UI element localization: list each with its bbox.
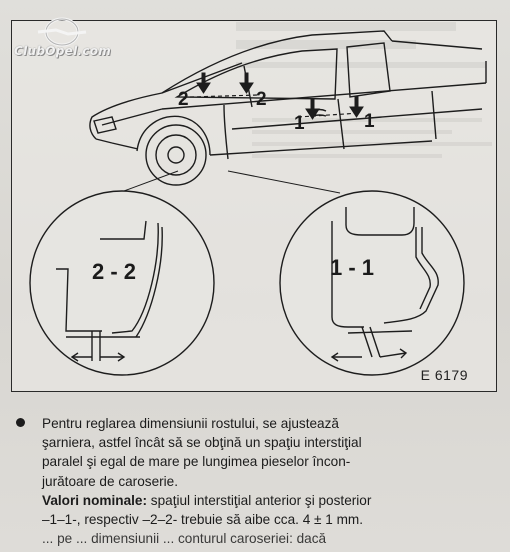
instruction-text bbox=[16, 414, 502, 548]
section-label-2-right: 2 bbox=[256, 89, 267, 110]
text-line-cut: ... pe ... dimensiunii ... conturul caroseriei: dacă bbox=[42, 531, 327, 547]
text-line: şarniera, astfel încât să se obţină un spaţiu interstiţial bbox=[42, 435, 362, 451]
section-label-2-left: 2 bbox=[178, 89, 189, 110]
clubopel-watermark: ClubOpel.com bbox=[14, 44, 112, 58]
text-line: Pentru reglarea dimensiunii rostului, se ajustează bbox=[42, 416, 339, 431]
figure-code: E 6179 bbox=[420, 367, 468, 383]
car-side-view bbox=[90, 31, 486, 185]
detail-label-2-2: 2 - 2 bbox=[92, 259, 137, 284]
detail-1-1 bbox=[280, 191, 464, 375]
detail-label-1-1: 1 - 1 bbox=[330, 255, 375, 280]
instruction-paragraph bbox=[42, 414, 502, 548]
leader-lines bbox=[124, 171, 340, 193]
bullet-icon bbox=[16, 418, 25, 427]
figure-drawing bbox=[12, 21, 498, 393]
text-line: jurătoare de caroserie. bbox=[42, 473, 179, 489]
text-line: –1–1-, respectiv –2–2- trebuie să aibe cca. 4 ± 1 mm. bbox=[42, 512, 364, 528]
nominal-values-label: Valori nominale: bbox=[42, 492, 147, 508]
section-label-1-left: 1 bbox=[294, 113, 305, 134]
section-label-1-right: 1 bbox=[364, 111, 375, 132]
door-gap-illustration bbox=[11, 20, 497, 392]
nominal-values-line: Valori nominale: spaţiul interstiţial anterior şi posterior bbox=[42, 492, 372, 508]
text-line: paralel şi egal de mare pe lungimea pieselor încon- bbox=[42, 454, 351, 470]
